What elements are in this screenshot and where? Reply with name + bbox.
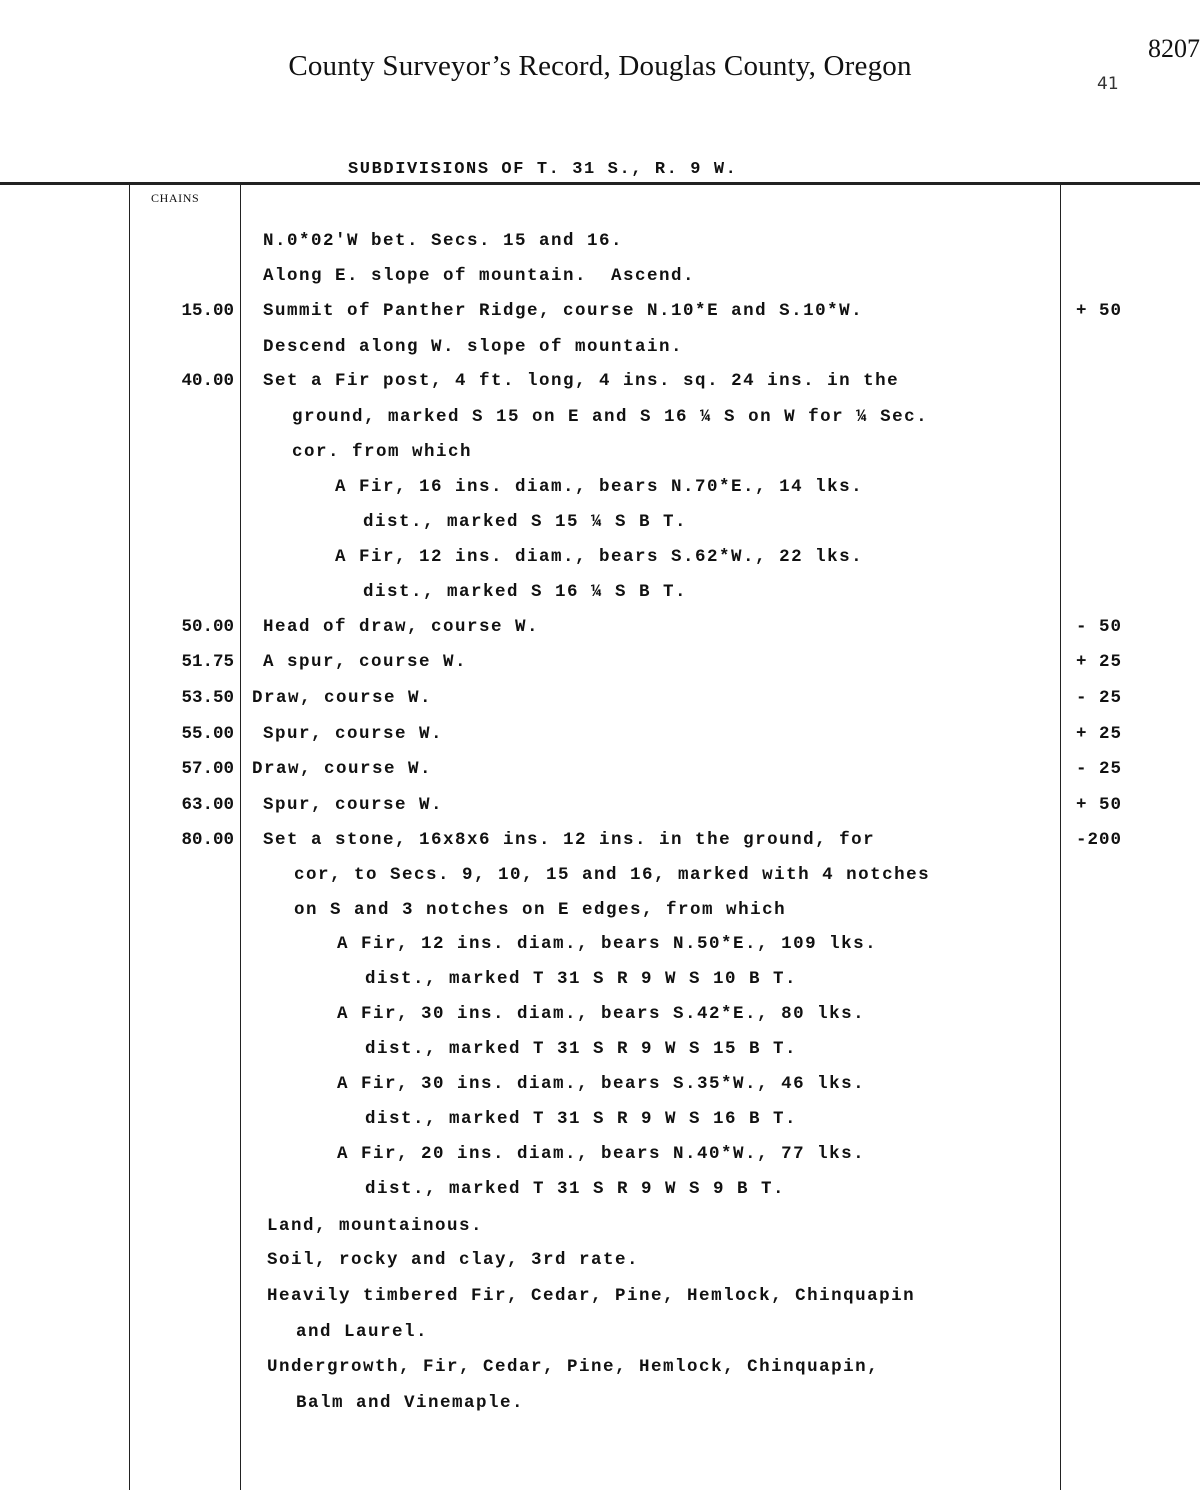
note-text: Heavily timbered Fir, Cedar, Pine, Hemlock, Chinquapin xyxy=(267,1286,916,1306)
note-text: A Fir, 30 ins. diam., bears S.35*W., 46 lks. xyxy=(337,1074,866,1094)
note-text: dist., marked T 31 S R 9 W S 9 B T. xyxy=(365,1179,786,1199)
note-text: dist., marked S 15 ¼ S B T. xyxy=(363,512,688,532)
page-title: County Surveyor’s Record, Douglas County, Oregon xyxy=(288,50,912,82)
note-row xyxy=(0,224,1200,258)
note-row xyxy=(0,1067,1200,1101)
elevation-change: + 25 xyxy=(1076,652,1123,672)
note-row xyxy=(0,575,1200,609)
note-text: Set a Fir post, 4 ft. long, 4 ins. sq. 24 ins. in the xyxy=(263,371,900,391)
note-text: Draw, course W. xyxy=(252,688,433,708)
note-row xyxy=(0,1279,1200,1313)
elevation-change: + 25 xyxy=(1076,724,1123,744)
elevation-change: - 50 xyxy=(1076,617,1123,637)
chain-distance: 57.00 xyxy=(181,759,234,779)
note-text: N.0*02'W bet. Secs. 15 and 16. xyxy=(263,231,624,251)
note-text: A Fir, 30 ins. diam., bears S.42*E., 80 lks. xyxy=(337,1004,866,1024)
chain-distance: 53.50 xyxy=(181,688,234,708)
note-row xyxy=(0,259,1200,293)
note-text: A Fir, 20 ins. diam., bears N.40*W., 77 lks. xyxy=(337,1144,866,1164)
note-row xyxy=(0,1032,1200,1066)
note-text: Spur, course W. xyxy=(263,724,444,744)
note-text: dist., marked T 31 S R 9 W S 16 B T. xyxy=(365,1109,798,1129)
note-row xyxy=(0,962,1200,996)
elevation-change: - 25 xyxy=(1076,759,1123,779)
chains-header: CHAINS xyxy=(151,191,200,205)
elevation-change: - 25 xyxy=(1076,688,1123,708)
note-row xyxy=(0,505,1200,539)
note-text: cor. from which xyxy=(292,442,473,462)
note-text: Summit of Panther Ridge, course N.10*E and S.10*W. xyxy=(263,301,864,321)
note-text: ground, marked S 15 on E and S 16 ¼ S on W for ¼ Sec. xyxy=(292,407,929,427)
handwritten-number: 41 xyxy=(1097,74,1119,94)
note-row xyxy=(0,927,1200,961)
note-text: on S and 3 notches on E edges, from which xyxy=(294,900,787,920)
note-row xyxy=(0,330,1200,364)
note-text: Soil, rocky and clay, 3rd rate. xyxy=(267,1250,640,1270)
note-row xyxy=(0,1243,1200,1277)
chain-distance: 50.00 xyxy=(181,617,234,637)
note-text: A spur, course W. xyxy=(263,652,468,672)
chain-distance: 63.00 xyxy=(181,795,234,815)
note-text: cor, to Secs. 9, 10, 15 and 16, marked with 4 notches xyxy=(294,865,931,885)
note-text: Spur, course W. xyxy=(263,795,444,815)
note-row xyxy=(0,823,1200,857)
note-row xyxy=(0,540,1200,574)
note-text: dist., marked S 16 ¼ S B T. xyxy=(363,582,688,602)
chain-distance: 40.00 xyxy=(181,371,234,391)
note-text: Draw, course W. xyxy=(252,759,433,779)
note-text: A Fir, 12 ins. diam., bears S.62*W., 22 lks. xyxy=(335,547,864,567)
page-number: 8207 xyxy=(1148,34,1200,63)
elevation-change: + 50 xyxy=(1076,301,1123,321)
note-text: Undergrowth, Fir, Cedar, Pine, Hemlock, Chinquapin, xyxy=(267,1357,880,1377)
note-row xyxy=(0,1209,1200,1243)
elevation-change: + 50 xyxy=(1076,795,1123,815)
note-row xyxy=(0,1172,1200,1206)
note-text: Balm and Vinemaple. xyxy=(296,1393,525,1413)
note-row xyxy=(0,1350,1200,1384)
note-row xyxy=(0,400,1200,434)
note-row xyxy=(0,681,1200,715)
note-row xyxy=(0,645,1200,679)
elevation-change: -200 xyxy=(1076,830,1123,850)
note-row xyxy=(0,788,1200,822)
note-row xyxy=(0,610,1200,644)
note-text: A Fir, 12 ins. diam., bears N.50*E., 109 lks. xyxy=(337,934,878,954)
chain-distance: 55.00 xyxy=(181,724,234,744)
note-text: Set a stone, 16x8x6 ins. 12 ins. in the ground, for xyxy=(263,830,876,850)
note-text: Descend along W. slope of mountain. xyxy=(263,337,684,357)
note-text: dist., marked T 31 S R 9 W S 15 B T. xyxy=(365,1039,798,1059)
note-text: Land, mountainous. xyxy=(267,1216,484,1236)
note-text: Head of draw, course W. xyxy=(263,617,540,637)
note-row xyxy=(0,893,1200,927)
note-text: and Laurel. xyxy=(296,1322,429,1342)
note-row xyxy=(0,1315,1200,1349)
note-row xyxy=(0,470,1200,504)
note-row xyxy=(0,997,1200,1031)
note-row xyxy=(0,858,1200,892)
chain-distance: 51.75 xyxy=(181,652,234,672)
top-rule xyxy=(0,182,1200,185)
note-row xyxy=(0,1102,1200,1136)
section-subtitle: SUBDIVISIONS OF T. 31 S., R. 9 W. xyxy=(348,160,738,179)
note-row xyxy=(0,752,1200,786)
note-row xyxy=(0,1386,1200,1420)
chain-distance: 15.00 xyxy=(181,301,234,321)
note-row xyxy=(0,294,1200,328)
note-row xyxy=(0,435,1200,469)
note-row xyxy=(0,1137,1200,1171)
note-row xyxy=(0,364,1200,398)
chain-distance: 80.00 xyxy=(181,830,234,850)
note-text: dist., marked T 31 S R 9 W S 10 B T. xyxy=(365,969,798,989)
note-row xyxy=(0,717,1200,751)
note-text: A Fir, 16 ins. diam., bears N.70*E., 14 lks. xyxy=(335,477,864,497)
note-text: Along E. slope of mountain. Ascend. xyxy=(263,266,696,286)
